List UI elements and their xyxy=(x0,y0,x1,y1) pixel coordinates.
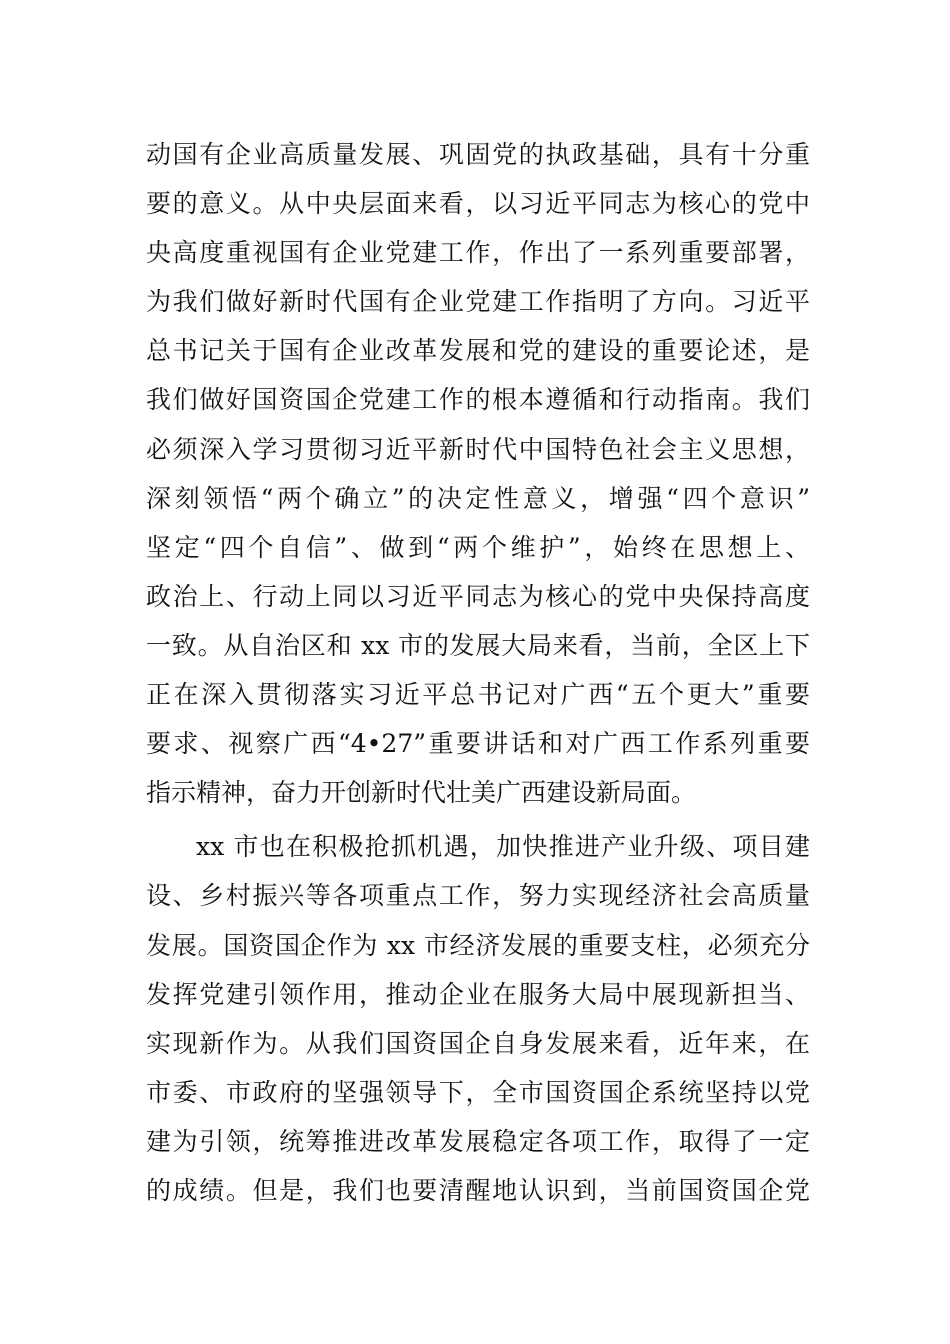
document-body xyxy=(146,130,810,1215)
paragraph-2 xyxy=(146,822,810,1215)
paragraph-line: 建为引领，统筹推进改革发展稳定各项工作，取得了一定 xyxy=(146,1126,810,1156)
paragraph-line: 为我们做好新时代国有企业党建工作指明了方向。习近平 xyxy=(146,287,810,317)
paragraph-line: 指示精神，奋力开创新时代壮美广西建设新局面。 xyxy=(146,778,697,808)
paragraph-line: 要的意义。从中央层面来看，以习近平同志为核心的党中 xyxy=(146,189,810,219)
paragraph-line: 设、乡村振兴等各项重点工作，努力实现经济社会高质量 xyxy=(146,881,810,911)
paragraph-line: 央高度重视国有企业党建工作，作出了一系列重要部署， xyxy=(146,238,810,268)
paragraph-line: 的成绩。但是，我们也要清醒地认识到，当前国资国企党 xyxy=(146,1175,810,1205)
paragraph-line: 深刻领悟“两个确立”的决定性意义，增强“四个意识” xyxy=(146,483,810,513)
paragraph-line: 我们做好国资国企党建工作的根本遵循和行动指南。我们 xyxy=(146,385,810,415)
paragraph-line: 发挥党建引领作用，推动企业在服务大局中展现新担当、 xyxy=(146,979,810,1009)
paragraph-line: 发展。国资国企作为 xx 市经济发展的重要支柱，必须充分 xyxy=(146,930,810,960)
paragraph-1 xyxy=(146,130,810,817)
paragraph-line: 政治上、行动上同以习近平同志为核心的党中央保持高度 xyxy=(146,581,810,611)
paragraph-line: xx 市也在积极抢抓机遇，加快推进产业升级、项目建 xyxy=(196,832,810,862)
paragraph-line: 动国有企业高质量发展、巩固党的执政基础，具有十分重 xyxy=(146,140,810,169)
paragraph-line: 一致。从自治区和 xx 市的发展大局来看，当前，全区上下 xyxy=(146,630,810,660)
paragraph-line: 坚定“四个自信”、做到“两个维护”，始终在思想上、 xyxy=(146,532,810,562)
paragraph-line: 市委、市政府的坚强领导下，全市国资国企系统坚持以党 xyxy=(146,1077,810,1107)
paragraph-line: 实现新作为。从我们国资国企自身发展来看，近年来，在 xyxy=(146,1028,810,1058)
paragraph-line: 必须深入学习贯彻习近平新时代中国特色社会主义思想， xyxy=(146,434,810,464)
paragraph-line: 要求、视察广西“4•27”重要讲话和对广西工作系列重要 xyxy=(146,729,810,759)
paragraph-line: 正在深入贯彻落实习近平总书记对广西“五个更大”重要 xyxy=(146,680,810,710)
paragraph-line: 总书记关于国有企业改革发展和党的建设的重要论述，是 xyxy=(146,336,810,366)
